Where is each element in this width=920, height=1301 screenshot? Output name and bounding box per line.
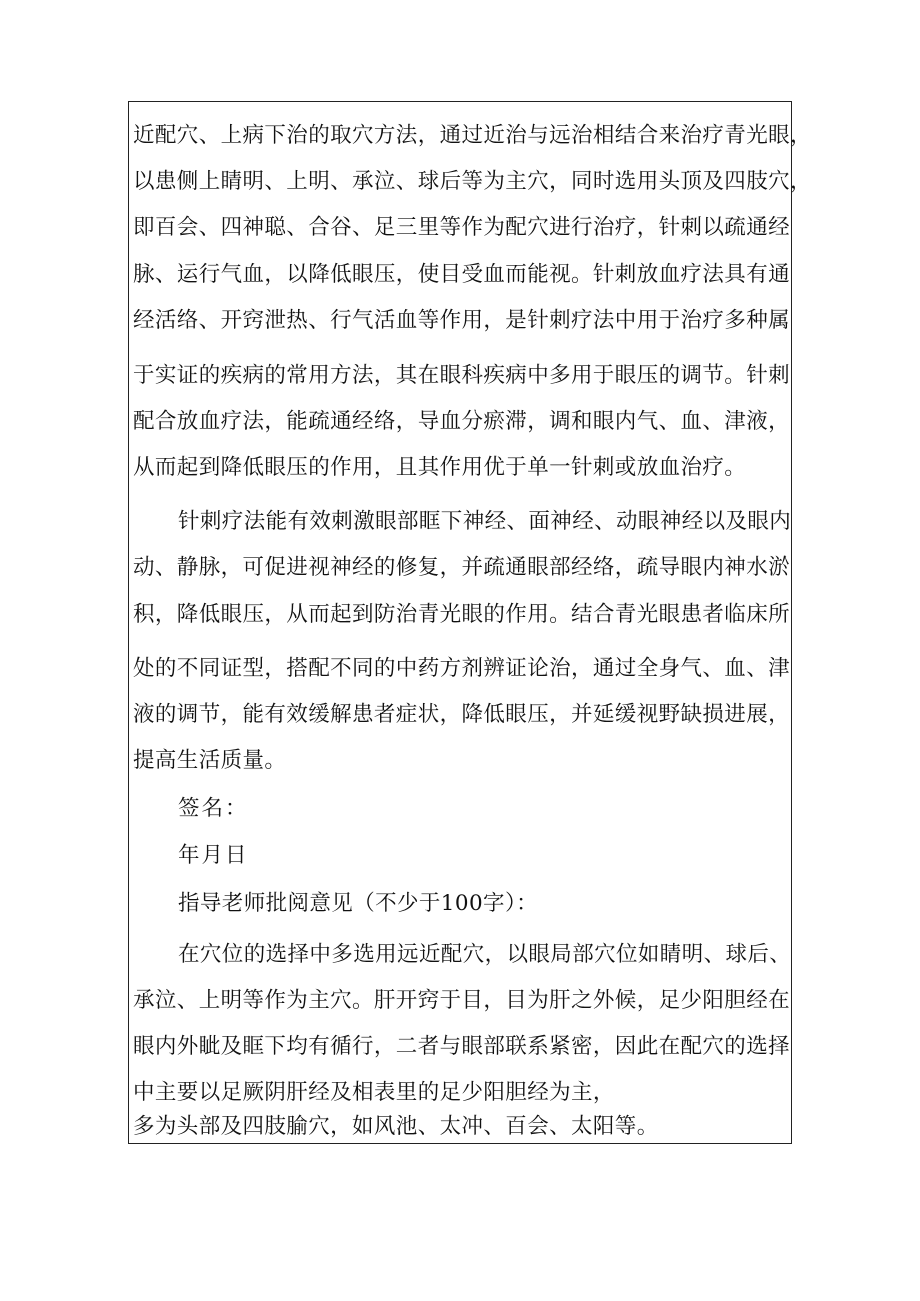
text-line: 眼内外眦及眶下均有循行，二者与眼部联系紧密，因此在配穴的选择 <box>133 1034 791 1059</box>
text-line: 配合放血疗法，能疏通经络，导血分瘀滞，调和眼内气、血、津液， <box>133 409 791 434</box>
text-line: 从而起到降低眼压的作用，且其作用优于单一针刺或放血治疗。 <box>133 455 747 480</box>
text-line: 即百会、四神聪、合谷、足三里等作为配穴进行治疗，针刺以疏通经 <box>133 215 791 240</box>
text-line: 中主要以足厥阴肝经及相表里的足少阳胆经为主， <box>133 1080 615 1105</box>
review-heading: 指导老师批阅意见（不少于100字）： <box>178 891 538 916</box>
text-line: 积，降低眼压，从而起到防治青光眼的作用。结合青光眼患者临床所 <box>133 602 791 627</box>
text-line: 多为头部及四肢腧穴，如风池、太冲、百会、太阳等。 <box>133 1114 659 1139</box>
text-line: 提高生活质量。 <box>133 748 287 773</box>
text-line: 动、静脉，可促进视神经的修复，并疏通眼部经络，疏导眼内神水淤 <box>133 555 791 580</box>
text-line: 经活络、开窍泄热、行气活血等作用，是针刺疗法中用于治疗多种属 <box>133 308 791 333</box>
text-line: 承泣、上明等作为主穴。肝开窍于目，目为肝之外候，足少阳胆经在 <box>133 988 791 1013</box>
text-line: 处的不同证型，搭配不同的中药方剂辨证论治，通过全身气、血、津 <box>133 656 791 681</box>
text-line: 针刺疗法能有效刺激眼部眶下神经、面神经、动眼神经以及眼内 <box>178 509 792 534</box>
signature-label: 签名： <box>178 796 249 821</box>
text-line: 在穴位的选择中多选用远近配穴，以眼局部穴位如睛明、球后、 <box>178 942 792 967</box>
date-label: 年月日 <box>178 843 249 868</box>
text-line: 于实证的疾病的常用方法，其在眼科疾病中多用于眼压的调节。针刺 <box>133 363 791 388</box>
text-line: 以患侧上睛明、上明、承泣、球后等为主穴，同时选用头顶及四肢穴， <box>133 169 812 194</box>
text-line: 液的调节，能有效缓解患者症状，降低眼压，并延缓视野缺损进展， <box>133 702 791 727</box>
text-line: 脉、运行气血，以降低眼压，使目受血而能视。针刺放血疗法具有通 <box>133 262 791 287</box>
text-line: 近配穴、上病下治的取穴方法，通过近治与远治相结合来治疗青光眼， <box>133 123 812 148</box>
